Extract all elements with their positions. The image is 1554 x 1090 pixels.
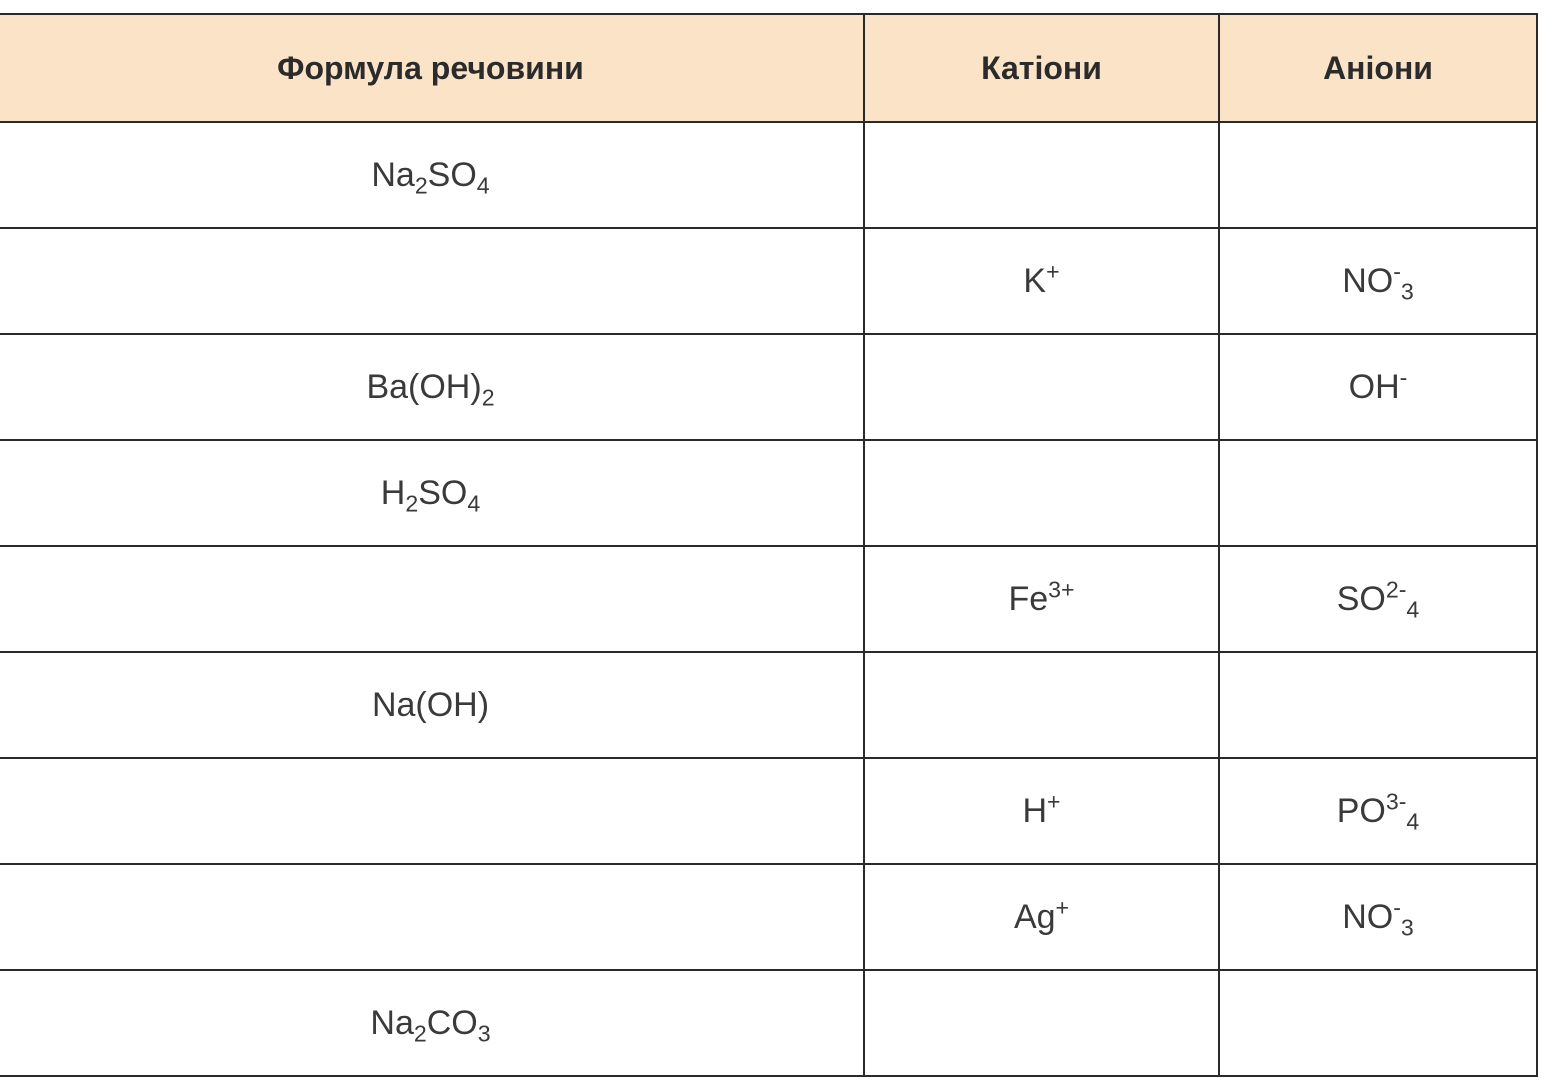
formula-text: OH xyxy=(1348,367,1400,406)
superscript-text: - xyxy=(1393,893,1401,920)
ions-table-container xyxy=(0,13,1536,1077)
subscript-text: 4 xyxy=(467,489,481,516)
cation-cell xyxy=(864,122,1219,228)
formula-text: H xyxy=(380,473,406,512)
ions-table xyxy=(0,13,1538,1077)
superscript-text: - xyxy=(1393,257,1401,284)
superscript-text: 3- xyxy=(1385,787,1407,814)
anion-cell xyxy=(1219,970,1537,1076)
superscript-text: 3+ xyxy=(1048,575,1075,602)
cation-cell xyxy=(864,970,1219,1076)
header-anions: Аніони xyxy=(1219,14,1537,122)
table-row xyxy=(0,122,1537,228)
formula-cell xyxy=(0,440,864,546)
formula-text: Ba(OH) xyxy=(366,367,482,406)
anion-cell xyxy=(1219,546,1537,652)
anion-cell xyxy=(1219,122,1537,228)
table-row xyxy=(0,546,1537,652)
anion-cell xyxy=(1219,334,1537,440)
anion-cell xyxy=(1219,440,1537,546)
superscript-text: - xyxy=(1399,363,1408,390)
header-cations: Катіони xyxy=(864,14,1219,122)
subscript-text: 4 xyxy=(1406,807,1420,834)
superscript-text: 2- xyxy=(1385,575,1407,602)
table-body xyxy=(0,122,1537,1076)
formula-cell xyxy=(0,228,864,334)
subscript-text: 4 xyxy=(476,171,490,198)
cation-cell xyxy=(864,228,1219,334)
formula-text: H xyxy=(1022,791,1048,830)
formula-text: Na xyxy=(370,1003,414,1042)
subscript-text: 2 xyxy=(405,489,419,516)
formula-text: Na(OH) xyxy=(371,685,490,724)
formula-cell xyxy=(0,122,864,228)
anion-cell xyxy=(1219,652,1537,758)
formula-text: Ag xyxy=(1013,897,1056,936)
subscript-text: 2 xyxy=(414,171,428,198)
anion-cell xyxy=(1219,228,1537,334)
subscript-text: 2 xyxy=(481,383,495,410)
anion-cell xyxy=(1219,758,1537,864)
formula-cell xyxy=(0,864,864,970)
formula-text: NO xyxy=(1342,261,1394,300)
formula-cell xyxy=(0,334,864,440)
cation-cell xyxy=(864,334,1219,440)
subscript-text: 3 xyxy=(1400,913,1414,940)
formula-text: PO xyxy=(1336,791,1386,830)
subscript-text: 3 xyxy=(477,1019,491,1046)
cation-cell xyxy=(864,546,1219,652)
formula-text: SO xyxy=(427,155,477,194)
superscript-text: + xyxy=(1046,257,1060,284)
formula-cell xyxy=(0,546,864,652)
table-row xyxy=(0,970,1537,1076)
cation-cell xyxy=(864,758,1219,864)
formula-cell xyxy=(0,652,864,758)
formula-text: SO xyxy=(418,473,468,512)
subscript-text: 3 xyxy=(1400,277,1414,304)
formula-text: K xyxy=(1023,261,1047,300)
superscript-text: + xyxy=(1055,893,1070,920)
subscript-text: 4 xyxy=(1406,595,1420,622)
formula-text: Fe xyxy=(1008,579,1049,618)
formula-cell xyxy=(0,758,864,864)
cation-cell xyxy=(864,864,1219,970)
cation-cell xyxy=(864,652,1219,758)
table-row xyxy=(0,758,1537,864)
subscript-text: 2 xyxy=(413,1019,427,1046)
formula-text: SO xyxy=(1336,579,1386,618)
formula-text: NO xyxy=(1342,897,1394,936)
table-row xyxy=(0,652,1537,758)
table-row xyxy=(0,440,1537,546)
table-row xyxy=(0,228,1537,334)
header-formula: Формула речовини xyxy=(0,14,864,122)
formula-text: CO xyxy=(426,1003,478,1042)
superscript-text: + xyxy=(1047,787,1061,814)
table-row xyxy=(0,334,1537,440)
cation-cell xyxy=(864,440,1219,546)
table-header-row xyxy=(0,14,1537,122)
formula-cell xyxy=(0,970,864,1076)
table-row xyxy=(0,864,1537,970)
anion-cell xyxy=(1219,864,1537,970)
formula-text: Na xyxy=(371,155,415,194)
